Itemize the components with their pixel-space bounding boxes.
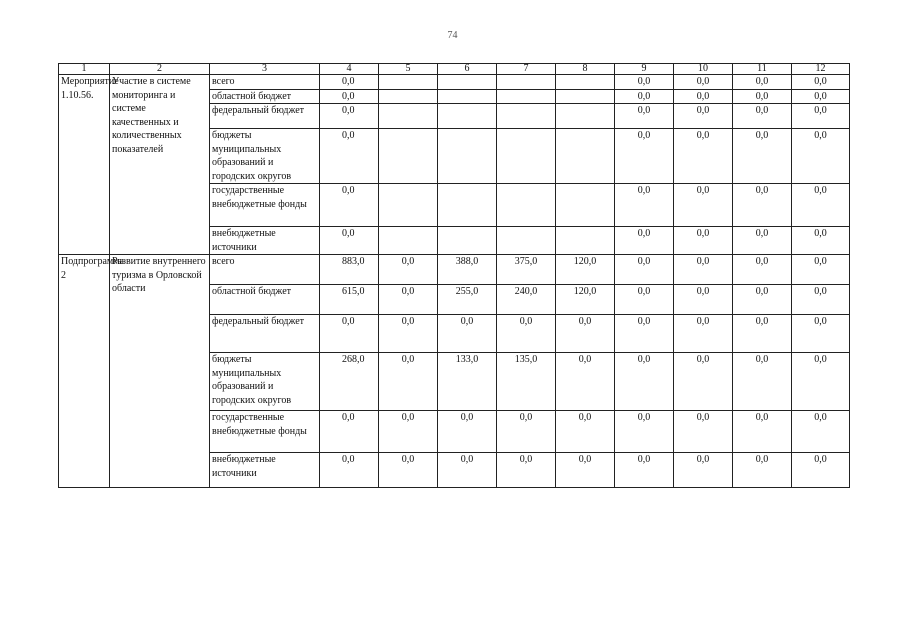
amount-cell — [497, 75, 556, 90]
amount-cell: 0,0 — [615, 227, 674, 255]
amount-cell: 0,0 — [792, 285, 850, 315]
amount-cell: 0,0 — [733, 315, 792, 353]
amount-cell: 0,0 — [733, 104, 792, 129]
amount-cell — [497, 184, 556, 227]
amount-cell: 0,0 — [379, 255, 438, 285]
amount-cell: 0,0 — [733, 411, 792, 453]
amount-cell: 0,0 — [674, 75, 733, 90]
amount-cell: 0,0 — [674, 89, 733, 104]
amount-cell: 0,0 — [674, 353, 733, 411]
funding-source: федеральный бюджет — [210, 104, 320, 129]
amount-cell: 388,0 — [438, 255, 497, 285]
amount-cell — [379, 104, 438, 129]
amount-cell: 0,0 — [320, 453, 379, 488]
funding-source: областной бюджет — [210, 89, 320, 104]
amount-cell: 0,0 — [438, 411, 497, 453]
amount-cell — [556, 75, 615, 90]
amount-cell: 0,0 — [556, 353, 615, 411]
amount-cell — [379, 129, 438, 184]
table-row — [59, 255, 850, 285]
amount-cell: 0,0 — [792, 89, 850, 104]
program-code: Подпрограмма 2 — [59, 255, 110, 488]
amount-cell: 883,0 — [320, 255, 379, 285]
amount-cell: 0,0 — [733, 453, 792, 488]
amount-cell: 0,0 — [615, 255, 674, 285]
table-row — [59, 75, 850, 90]
program-code: Мероприятие 1.10.56. — [59, 75, 110, 255]
funding-source: федеральный бюджет — [210, 315, 320, 353]
funding-source: бюджеты муниципальных образований и городских округов — [210, 129, 320, 184]
amount-cell: 0,0 — [674, 453, 733, 488]
funding-source: внебюджетные источники — [210, 227, 320, 255]
amount-cell — [438, 129, 497, 184]
amount-cell: 0,0 — [320, 129, 379, 184]
funding-source: государственные внебюджетные фонды — [210, 184, 320, 227]
amount-cell: 0,0 — [438, 453, 497, 488]
amount-cell: 0,0 — [438, 315, 497, 353]
amount-cell: 133,0 — [438, 353, 497, 411]
amount-cell — [438, 75, 497, 90]
column-number: 1 — [59, 64, 110, 75]
funding-source: областной бюджет — [210, 285, 320, 315]
amount-cell — [497, 89, 556, 104]
amount-cell: 135,0 — [497, 353, 556, 411]
amount-cell: 0,0 — [556, 315, 615, 353]
funding-source: государственные внебюджетные фонды — [210, 411, 320, 453]
amount-cell: 0,0 — [497, 315, 556, 353]
column-number: 4 — [320, 64, 379, 75]
amount-cell: 0,0 — [379, 353, 438, 411]
amount-cell: 0,0 — [733, 75, 792, 90]
amount-cell — [497, 227, 556, 255]
amount-cell: 0,0 — [792, 104, 850, 129]
column-number: 3 — [210, 64, 320, 75]
column-number: 11 — [733, 64, 792, 75]
column-number: 5 — [379, 64, 438, 75]
amount-cell: 0,0 — [615, 353, 674, 411]
amount-cell: 0,0 — [733, 227, 792, 255]
amount-cell: 0,0 — [674, 184, 733, 227]
amount-cell: 0,0 — [792, 227, 850, 255]
amount-cell: 0,0 — [556, 453, 615, 488]
amount-cell — [497, 129, 556, 184]
amount-cell: 0,0 — [615, 184, 674, 227]
amount-cell: 0,0 — [320, 104, 379, 129]
amount-cell — [379, 89, 438, 104]
amount-cell: 0,0 — [615, 129, 674, 184]
amount-cell: 0,0 — [674, 227, 733, 255]
column-number-row — [59, 64, 850, 75]
amount-cell: 0,0 — [792, 255, 850, 285]
amount-cell: 0,0 — [733, 353, 792, 411]
amount-cell: 0,0 — [733, 255, 792, 285]
amount-cell — [379, 227, 438, 255]
column-number: 6 — [438, 64, 497, 75]
column-number: 10 — [674, 64, 733, 75]
column-number: 9 — [615, 64, 674, 75]
amount-cell: 0,0 — [792, 75, 850, 90]
amount-cell — [556, 129, 615, 184]
amount-cell: 615,0 — [320, 285, 379, 315]
amount-cell: 0,0 — [615, 411, 674, 453]
column-number: 8 — [556, 64, 615, 75]
amount-cell: 0,0 — [674, 285, 733, 315]
amount-cell: 0,0 — [556, 411, 615, 453]
program-name: Участие в системе мониторинга и системе качественных и количественных показателей — [110, 75, 210, 255]
amount-cell — [438, 104, 497, 129]
amount-cell: 0,0 — [615, 104, 674, 129]
amount-cell: 0,0 — [733, 184, 792, 227]
amount-cell: 120,0 — [556, 255, 615, 285]
amount-cell: 0,0 — [615, 453, 674, 488]
column-number: 7 — [497, 64, 556, 75]
amount-cell: 0,0 — [320, 411, 379, 453]
amount-cell: 0,0 — [792, 315, 850, 353]
amount-cell: 0,0 — [497, 411, 556, 453]
amount-cell: 120,0 — [556, 285, 615, 315]
amount-cell: 0,0 — [674, 411, 733, 453]
amount-cell: 0,0 — [792, 129, 850, 184]
amount-cell — [438, 227, 497, 255]
amount-cell: 0,0 — [320, 227, 379, 255]
amount-cell — [438, 184, 497, 227]
amount-cell: 0,0 — [379, 411, 438, 453]
funding-source: всего — [210, 75, 320, 90]
amount-cell: 0,0 — [733, 89, 792, 104]
column-number: 2 — [110, 64, 210, 75]
amount-cell — [556, 227, 615, 255]
amount-cell: 0,0 — [792, 411, 850, 453]
amount-cell — [379, 75, 438, 90]
amount-cell: 0,0 — [320, 184, 379, 227]
amount-cell: 0,0 — [320, 89, 379, 104]
amount-cell: 0,0 — [674, 104, 733, 129]
amount-cell: 0,0 — [320, 315, 379, 353]
column-number: 12 — [792, 64, 850, 75]
amount-cell: 0,0 — [674, 315, 733, 353]
amount-cell — [497, 104, 556, 129]
amount-cell: 0,0 — [674, 129, 733, 184]
amount-cell — [556, 104, 615, 129]
amount-cell: 0,0 — [320, 75, 379, 90]
amount-cell: 0,0 — [615, 89, 674, 104]
amount-cell: 240,0 — [497, 285, 556, 315]
amount-cell: 255,0 — [438, 285, 497, 315]
amount-cell: 0,0 — [674, 255, 733, 285]
page-number: 74 — [447, 30, 458, 41]
amount-cell: 0,0 — [615, 75, 674, 90]
funding-source: бюджеты муниципальных образований и городских округов — [210, 353, 320, 411]
funding-source: внебюджетные источники — [210, 453, 320, 488]
amount-cell: 0,0 — [615, 285, 674, 315]
amount-cell: 0,0 — [379, 285, 438, 315]
amount-cell: 0,0 — [792, 353, 850, 411]
amount-cell — [556, 89, 615, 104]
amount-cell: 268,0 — [320, 353, 379, 411]
amount-cell: 0,0 — [615, 315, 674, 353]
amount-cell — [438, 89, 497, 104]
budget-table — [58, 63, 850, 488]
funding-source: всего — [210, 255, 320, 285]
amount-cell — [556, 184, 615, 227]
amount-cell — [379, 184, 438, 227]
amount-cell: 0,0 — [733, 129, 792, 184]
amount-cell: 0,0 — [379, 315, 438, 353]
amount-cell: 0,0 — [792, 453, 850, 488]
amount-cell: 0,0 — [379, 453, 438, 488]
program-name: Развитие внутреннего туризма в Орловской области — [110, 255, 210, 488]
amount-cell: 375,0 — [497, 255, 556, 285]
amount-cell: 0,0 — [733, 285, 792, 315]
amount-cell: 0,0 — [792, 184, 850, 227]
amount-cell: 0,0 — [497, 453, 556, 488]
